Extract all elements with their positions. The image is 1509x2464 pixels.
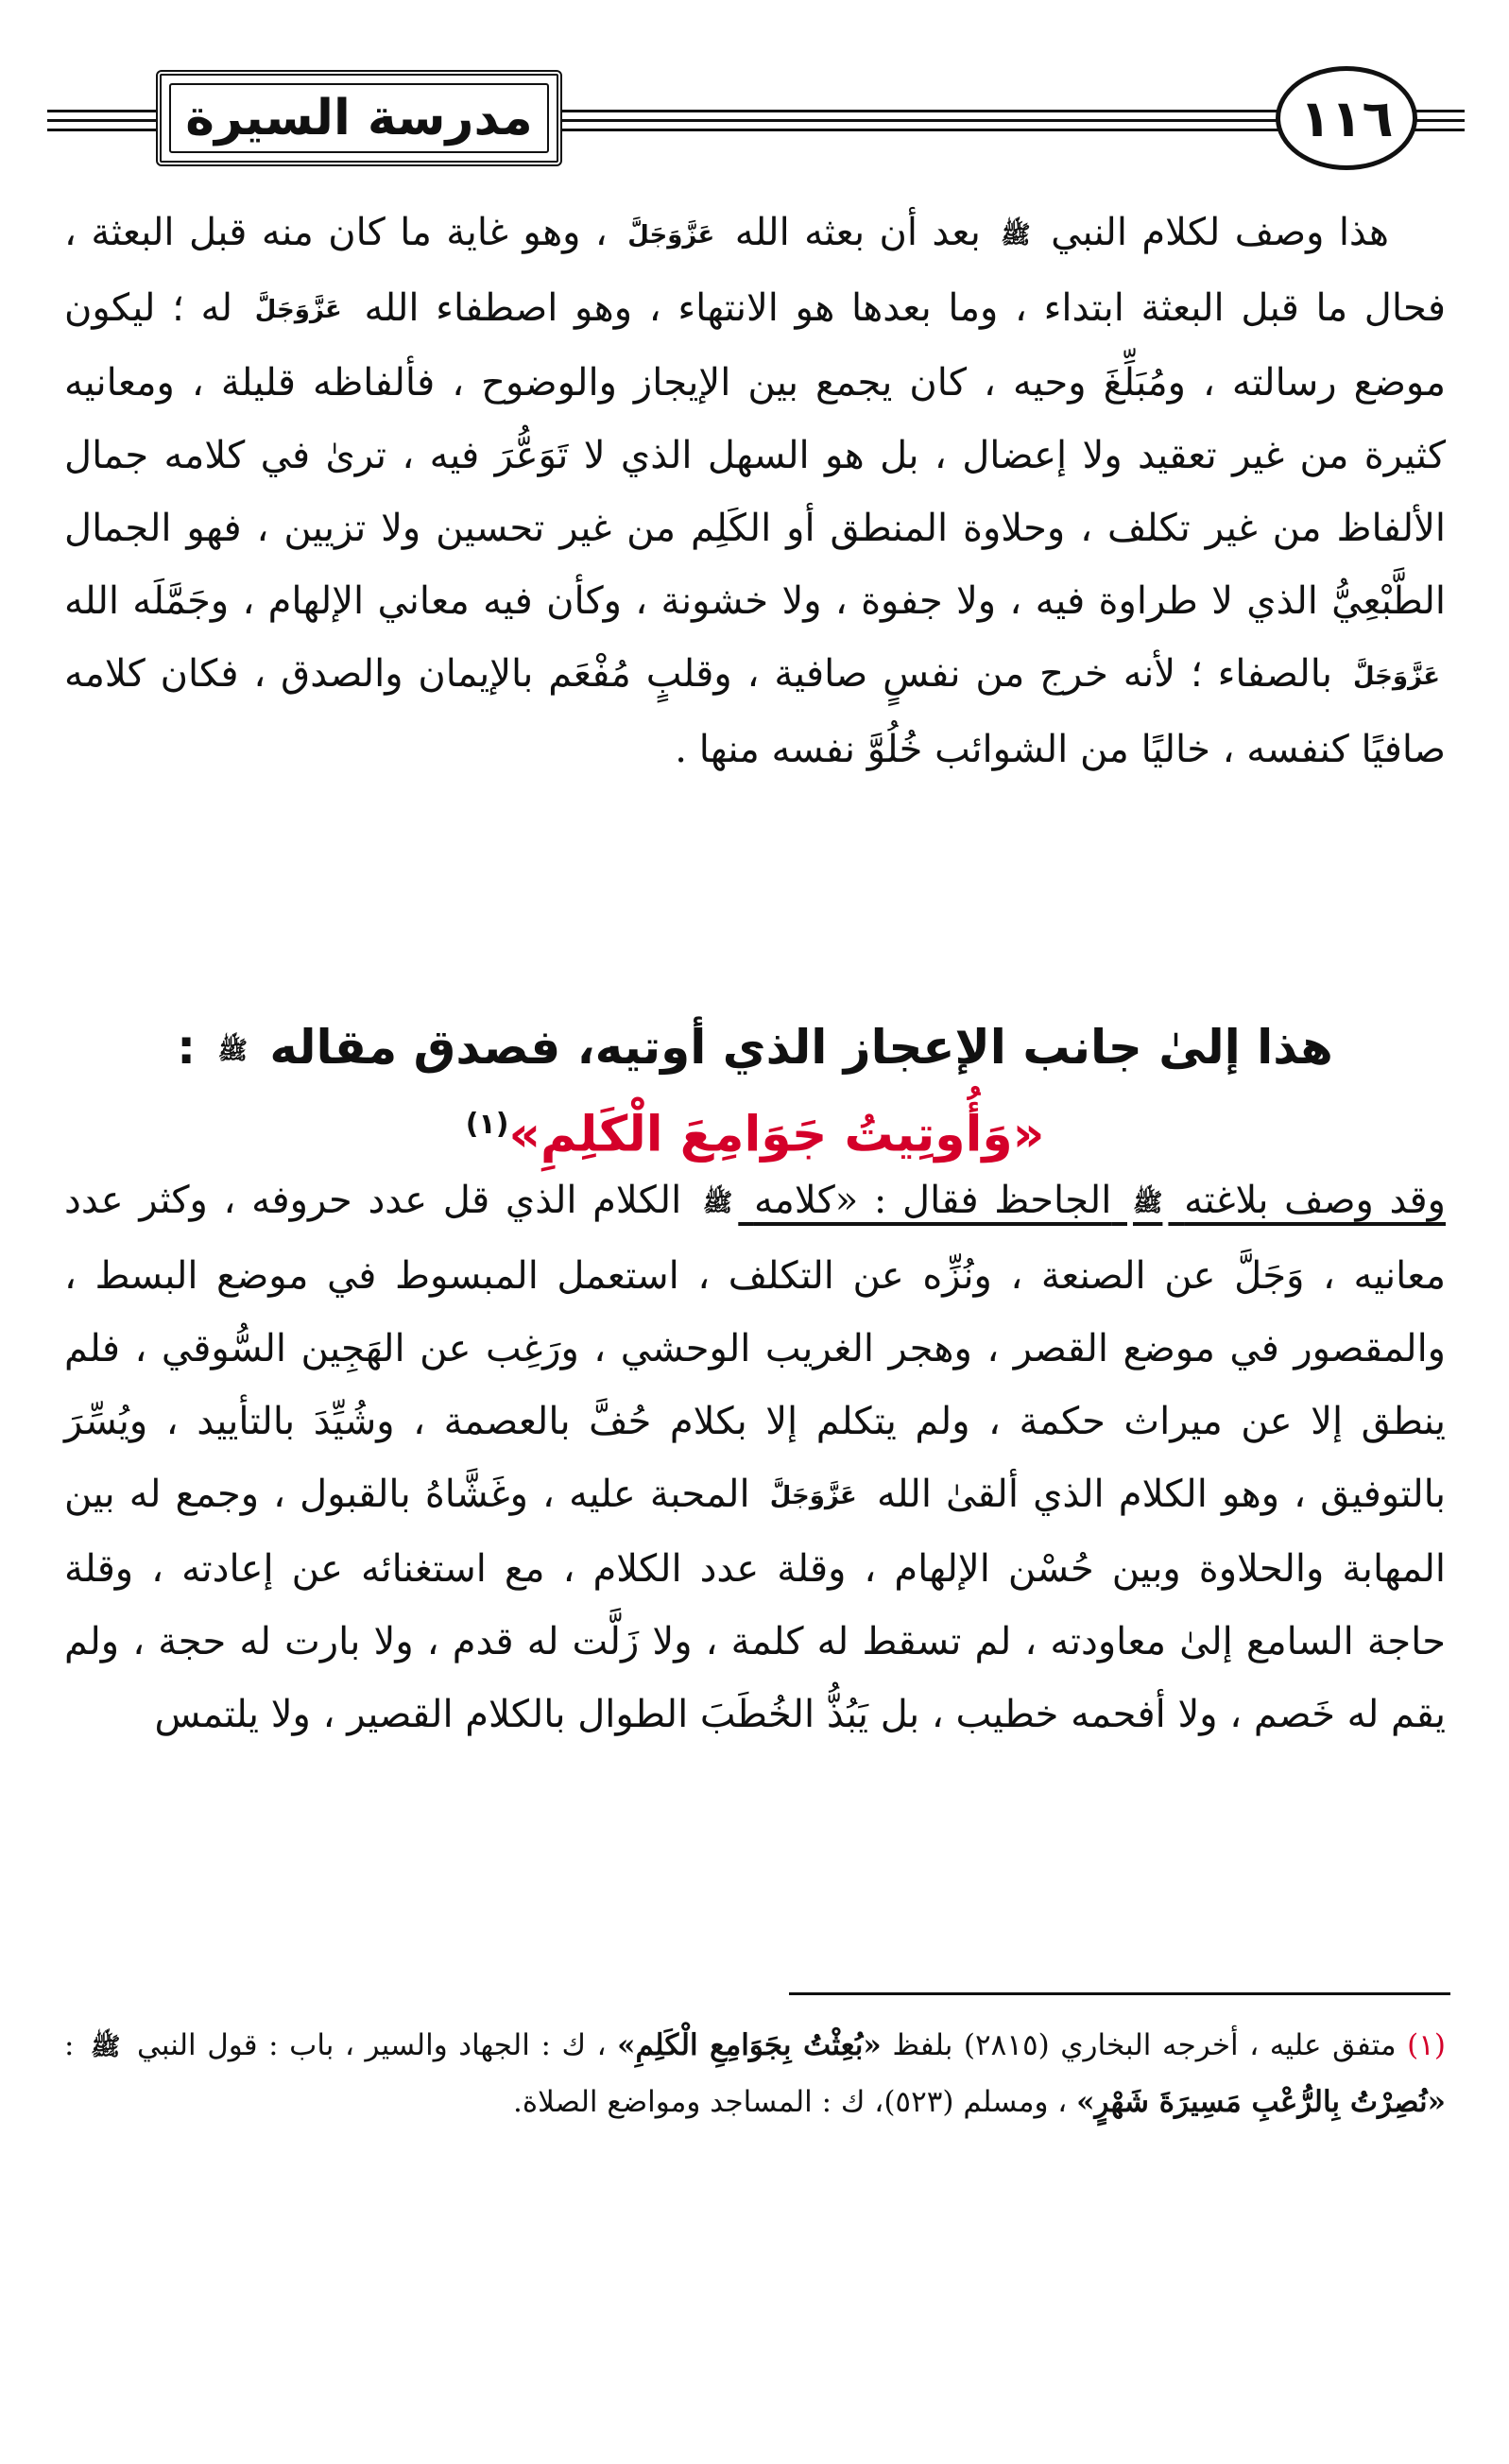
text-run: المحبة عليه ، وغَشَّاهُ بالقبول ، وجمع له بين المهابة والحلاوة وبين حُسْن الإلهام ، وقلة عدد الكلام ، مع استغنائه عن إعادته ، وقلة حاجة السامع إلىٰ معاودته ، لم تسقط له كلمة ، ولا زَلَّت له قدم ، ولا بارت له حجة ، ولم يقم له خَصم ، ولا أفحمه خطيب ، بل يَبُذُّ الخُطَبَ الطوال بالكلام القصير ، ولا يلتمس	[64, 1472, 1446, 1736]
footnote-number: (١)	[1407, 2028, 1447, 2062]
text-run: ، ومسلم (٥٢٣)، ك : المساجد ومواضع الصلاة.	[512, 2084, 1068, 2119]
text-run: بعد أن بعثه الله	[734, 211, 981, 254]
underlined-run	[738, 1179, 1446, 1222]
honorific-saw-icon: ﷺ	[1132, 1188, 1163, 1217]
text-run: هذا وصف لكلام النبي	[1051, 211, 1390, 254]
honorific-saw-icon: ﷺ	[1001, 220, 1031, 250]
quote-text: «وَأُوتِيتُ جَوَامِعَ الْكَلِمِ»	[508, 1106, 1045, 1163]
text-run: الجاحظ فقال : «كلامه	[753, 1179, 1112, 1222]
text-run: متفق عليه ، أخرجه البخاري (٢٨١٥) بلفظ	[892, 2028, 1397, 2062]
main-text	[64, 197, 1446, 786]
footnote-ref: (١)	[465, 1108, 509, 1141]
text-run: له ؛ ليكون موضع رسالته ، ومُبَلِّغَ وحيه ، كان يجمع بين الإيجاز والوضوح ، فألفاظه قليلة ، ومعانيه كثيرة من غير تعقيد ولا إعضال ، بل هو السهل الذي لا تَوَعُّرَ فيه ، ترىٰ في كلامه جمال الألفاظ من غير تكلف ، وحلاوة المنطق أو الكَلِم من غير تحسين ولا تزيين ، فهو الجمال الطَّبْعِيُّ الذي لا طراوة فيه ، ولا جفوة ، ولا خشونة ، وكأن فيه معاني الإلهام ، وجَمَّلَه الله	[64, 285, 1447, 623]
footnote-separator	[789, 1992, 1450, 1995]
footnote-quote: «نُصِرْتُ بِالرُّعْبِ مَسِيرَةَ شَهْرٍ»	[1076, 2084, 1446, 2119]
page-header	[47, 55, 1465, 178]
footnote-quote: «بُعِثْتُ بِجَوَامِعِ الْكَلِمِ»	[617, 2028, 882, 2062]
honorific-saw-icon: ﷺ	[91, 2032, 121, 2061]
honorific-azza-icon: عَزَّوَجَلَّ	[769, 1482, 857, 1510]
honorific-saw-icon: ﷺ	[217, 1036, 248, 1065]
hadith-quote	[64, 1087, 1446, 1172]
running-title: مدرسة السيرة	[185, 90, 533, 146]
honorific-saw-icon: ﷺ	[702, 1188, 733, 1217]
running-title-frame	[156, 70, 562, 166]
section-heading	[64, 1009, 1446, 1089]
honorific-azza-icon: عَزَّوَجَلَّ	[1352, 662, 1440, 691]
text-run: وقد وصف بلاغته	[1184, 1179, 1446, 1222]
paragraph-2	[64, 1164, 1446, 1751]
honorific-azza-icon: عَزَّوَجَلَّ	[627, 220, 715, 250]
footnote-1	[64, 2018, 1446, 2129]
heading-text: هذا إلىٰ جانب الإعجاز الذي أوتيه، فصدق مقاله	[269, 1020, 1333, 1075]
paragraph-1	[64, 197, 1446, 786]
page-number-frame	[1276, 66, 1417, 170]
text-run: الكلام الذي قل عدد حروفه ، وكثر عدد معانيه ، وَجَلَّ عن الصنعة ، ونُزِّه عن التكلف ، استعمل المبسوط في موضع البسط ، والمقصور في موضع القصر ، وهجر الغريب الوحشي ، ورَغِب عن الهَجِين السُّوقي ، فلم ينطق إلا عن ميراث حكمة ، ولم يتكلم إلا بكلام حُفَّ بالعصمة ، وشُيِّدَ بالتأييد ، ويُسِّرَ بالتوفيق ، وهو الكلام الذي ألقىٰ الله	[64, 1179, 1446, 1516]
honorific-azza-icon: عَزَّوَجَلَّ	[254, 296, 342, 324]
text-run: ، وهو غاية ما كان منه قبل البعثة ، فحال ما قبل البعثة ابتداء ، وما بعدها هو الانتهاء ، وهو اصطفاء الله	[64, 211, 1446, 330]
page-number: ١١٦	[1299, 88, 1394, 148]
heading-colon: :	[177, 1020, 197, 1075]
main-text-2	[64, 1164, 1446, 1751]
footnotes	[64, 2018, 1446, 2129]
text-run: ، ك : الجهاد والسير ، باب : قول النبي	[137, 2028, 607, 2062]
text-run: بالصفاء ؛ لأنه خرج من نفسٍ صافية ، وقلبٍ مُفْعَم بالإيمان والصدق ، فكان كلامه صافيًا كنفسه ، خاليًا من الشوائب خُلُوَّ نفسه منها .	[64, 652, 1446, 771]
text-run: :	[64, 2028, 75, 2062]
